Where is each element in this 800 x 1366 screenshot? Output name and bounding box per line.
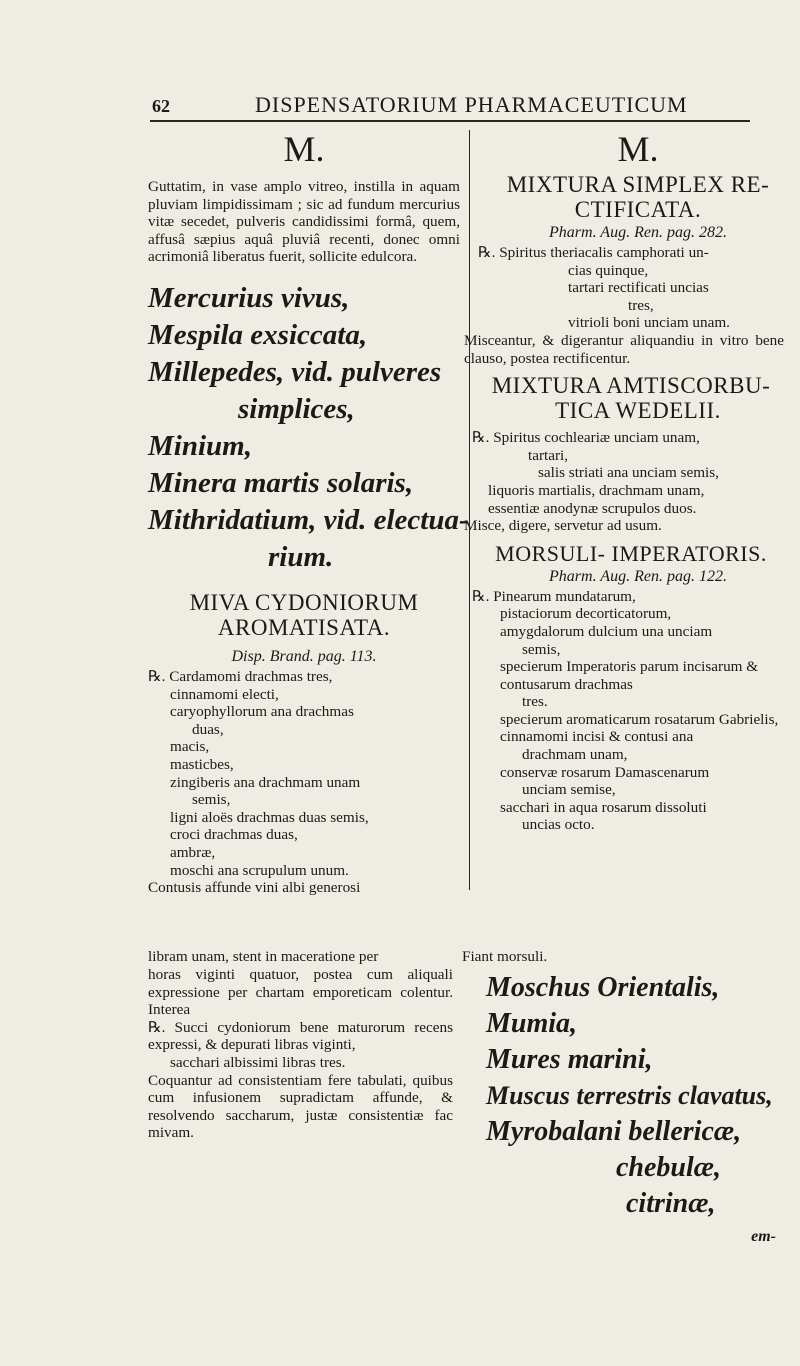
mix2-ingredient: liquoris martialis, drachmam unam, — [488, 481, 705, 499]
entry-millepedes-cont: simplices, — [238, 392, 355, 425]
page-number: 62 — [152, 96, 170, 116]
miva-ingredient: ℞. Cardamomi drachmas tres, — [148, 667, 333, 685]
miva-rx2-line1: ℞. Succi cydoniorum bene maturorum recens expressi, & depurati libras viginti, — [148, 1018, 453, 1054]
miva-ingredient: masticbes, — [170, 755, 234, 773]
morsuli-ingredient: specierum Imperatoris parum incisarum & contusarum drachmas — [500, 658, 759, 693]
mix1-text: Misceantur, & digerantur aliquandiu in vitro bene clauso, postea rectificentur. — [464, 331, 784, 367]
mix1-title-1: MIXTURA SIMPLEX RE- — [506, 172, 770, 197]
right-section-letter: M. — [617, 129, 659, 169]
miva-text-4: Coquantur ad consistentiam fere tabulati, quibus cum infusionem supradictam affunde, & resolvendo saccharum, justæ consistentiæ fac mivam. — [148, 1071, 453, 1142]
miva-source: Disp. Brand. pag. 113. — [231, 647, 377, 665]
entry-myrobalani: Myrobalani bellericæ, — [486, 1116, 742, 1147]
morsuli-title: MORSULI- IMPERATORIS. — [495, 540, 767, 566]
morsuli-ingredient: cinnamomi incisi & contusi ana — [500, 728, 694, 746]
left-section-letter: M. — [283, 129, 325, 169]
header-rule — [150, 120, 750, 122]
entry-mithridatium-cont: rium. — [268, 540, 334, 573]
morsuli-ingredient: unciam semise, — [522, 781, 616, 799]
column-divider — [469, 130, 470, 890]
entry-citrinae: citrinæ, — [626, 1188, 716, 1219]
morsuli-ingredient: uncias octo. — [522, 816, 595, 834]
entry-minera: Minera martis solaris, — [148, 466, 414, 499]
running-head — [0, 92, 800, 122]
entry-millepedes: Millepedes, vid. pulveres — [148, 355, 442, 388]
mix2-ingredient: ℞. Spiritus cochleariæ unciam unam, — [472, 429, 700, 447]
miva-ingredient: duas, — [192, 720, 224, 738]
miva-ingredient: zingiberis ana drachmam unam — [170, 773, 361, 791]
mix2-ingredient: salis striati ana unciam semis, — [538, 464, 719, 482]
miva-ingredient: semis, — [192, 791, 231, 809]
right-column-lower — [486, 970, 786, 1246]
intro-paragraph: Guttatim, in vase amplo vitreo, instilla in aquam pluviam limpidissimam ; sic ad fundum mercurius vitæ secedet, pulveris candidissimi formâ, quem, affusâ sæpius aquâ pluviâ recenti, donec omni acrimoniâ liberatus fuerit, sollicite edulcora. — [148, 178, 460, 266]
miva-text-2: libram unam, stent in maceratione per — [148, 948, 379, 965]
catchword: em- — [751, 1228, 776, 1245]
morsuli-ingredient: ℞. Pinearum mundatarum, — [472, 587, 636, 605]
running-title: DISPENSATORIUM PHARMACEUTICUM — [255, 92, 688, 117]
mix1-ingredient: tartari rectificati uncias — [568, 279, 709, 297]
mix1-ingredient: ℞. Spiritus theriacalis camphorati un- — [478, 244, 709, 261]
morsuli-ingredient: amygdalorum dulcium una unciam — [500, 622, 713, 640]
morsuli-ingredient: pistaciorum decorticatorum, — [500, 605, 672, 623]
miva-title-1: MIVA CYDONIORUM — [189, 589, 419, 615]
mix1-ingredient: cias quinque, — [568, 261, 649, 279]
miva-ingredient: ligni aloës drachmas duas semis, — [170, 808, 369, 826]
morsuli-ingredient: tres. — [522, 693, 548, 711]
mix2-title-1: MIXTURA AMTISCORBU- — [491, 373, 771, 399]
miva-rx2-line2: sacchari albissimi libras tres. — [170, 1053, 346, 1071]
mix2-ingredient: essentiæ anodynæ scrupulos duos. — [488, 499, 697, 517]
mix1-ingredient: tres, — [628, 296, 654, 314]
miva-ingredient: macis, — [170, 738, 210, 756]
mix1-source: Pharm. Aug. Ren. pag. 282. — [549, 224, 727, 241]
morsuli-ingredient: semis, — [522, 640, 561, 658]
miva-text-3: horas viginti quatuor, postea cum aliquali expressione per chartam emporeticam colentur. Interea — [148, 966, 453, 1019]
left-column-lower — [148, 966, 460, 1142]
entry-mithridatium: Mithridatium, vid. electua- — [148, 503, 469, 536]
entry-minium: Minium, — [148, 429, 252, 462]
entry-mespila: Mespila exsiccata, — [148, 318, 368, 351]
miva-ingredient: croci drachmas duas, — [170, 826, 298, 844]
morsuli-ingredient: sacchari in aqua rosarum dissoluti — [500, 798, 707, 816]
miva-text-1: Contusis affunde vini albi generosi — [148, 879, 361, 897]
entry-mercurius: Mercurius vivus, — [148, 281, 350, 314]
miva-ingredient: moschi ana scrupulum unum. — [170, 861, 349, 879]
fiant-morsuli: Fiant morsuli. — [462, 948, 548, 965]
mix1-title-2: CTIFICATA. — [574, 197, 702, 222]
morsuli-ingredient: drachmam unam, — [522, 746, 628, 764]
right-column — [464, 128, 798, 834]
mix2-text: Misce, digere, servetur ad usum. — [464, 517, 662, 535]
mix2-ingredient: tartari, — [528, 446, 569, 464]
entry-mures: Mures marini, — [486, 1044, 653, 1075]
miva-title-2: AROMATISATA. — [217, 614, 391, 640]
morsuli-ingredient: conservæ rosarum Damascenarum — [500, 763, 710, 781]
mix2-title-2: TICA WEDELII. — [555, 398, 721, 424]
miva-ingredient: ambræ, — [170, 843, 216, 861]
entry-mumia: Mumia, — [486, 1008, 578, 1039]
miva-ingredient: caryophyllorum ana drachmas — [170, 703, 354, 721]
entry-moschus: Moschus Orientalis, — [486, 972, 720, 1003]
entry-muscus: Muscus terrestris clavatus, — [486, 1081, 773, 1110]
entry-chebulae: chebulæ, — [616, 1152, 721, 1183]
morsuli-source: Pharm. Aug. Ren. pag. 122. — [549, 567, 727, 585]
miva-ingredient: cinnamomi electi, — [170, 685, 279, 703]
left-column — [148, 128, 469, 897]
mix1-ingredient: vitrioli boni unciam unam. — [568, 314, 730, 332]
morsuli-ingredient: specierum aromaticarum rosatarum Gabrielis, — [500, 710, 779, 728]
